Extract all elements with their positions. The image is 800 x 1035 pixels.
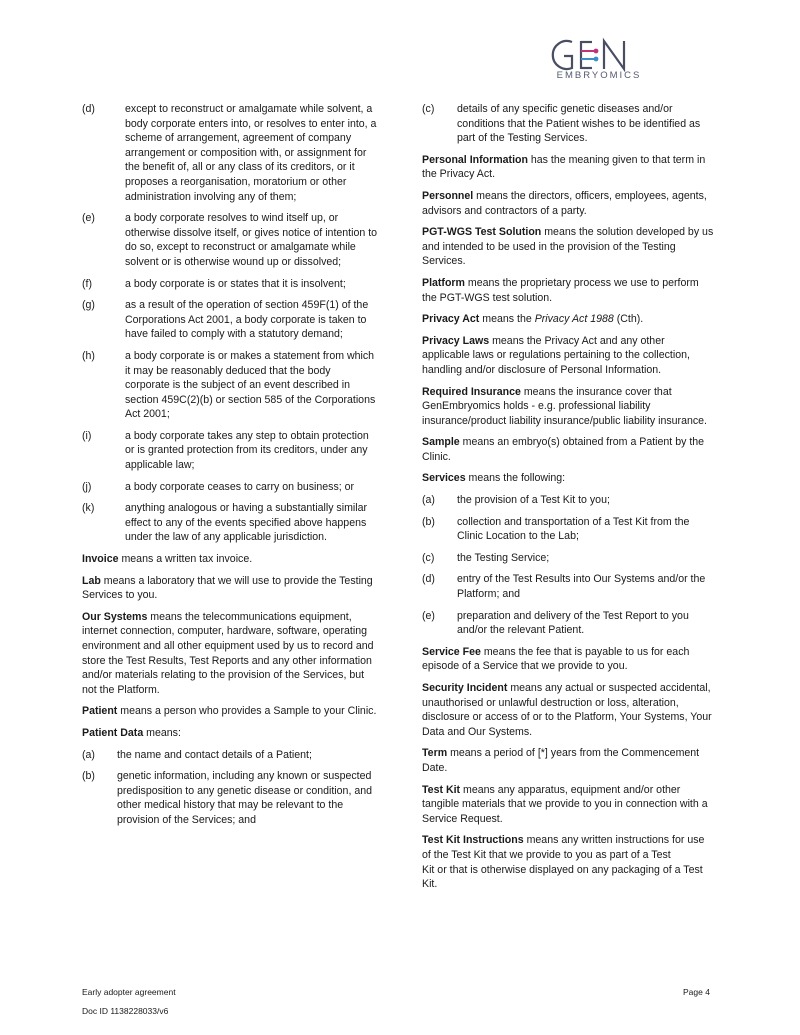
list-item xyxy=(82,480,378,495)
right-column xyxy=(422,102,714,899)
definition: Patient Data means: xyxy=(82,726,181,739)
definition-term: Invoice xyxy=(82,553,119,566)
left-column xyxy=(82,102,378,835)
list-item-label: (k) xyxy=(82,502,95,515)
definition: Invoice means a written tax invoice. xyxy=(82,553,253,566)
list-item xyxy=(82,102,378,204)
list-item-text: anything analogous or having a substantially similar effect to any of the events specified above happens under the law of any applicable jurisdiction. xyxy=(125,502,368,544)
list-item-label: (i) xyxy=(82,429,92,442)
list-item xyxy=(422,609,714,638)
list-item-text: a body corporate ceases to carry on business; or xyxy=(125,480,355,493)
definition: Sample means an embryo(s) obtained from a Patient by the Clinic. xyxy=(422,436,705,463)
definition: Services means the following: xyxy=(422,472,566,485)
footer-title: Early adopter agreement xyxy=(82,987,176,997)
list-item-text: except to reconstruct or amalgamate while solvent, a body corporate enters into, or resolves to enter into, a scheme of arrangement, agreement of company arrangement or composition with, or assignment for the benefit of, all or any class of its creditors, or it proposes a reorganisation, moratorium or other administration involving any of them; xyxy=(125,103,377,203)
list-item xyxy=(82,501,378,545)
definition: Term means a period of [*] years from the Commencement Date. xyxy=(422,747,700,774)
definition-term: Services xyxy=(422,472,466,485)
definition-term: Required Insurance xyxy=(422,385,521,398)
list-item-label: (g) xyxy=(82,299,95,312)
definition: Test Kit means any apparatus, equipment and/or other tangible materials that we provide to you in connection with a Service Request. xyxy=(422,783,708,825)
definition-term: Term xyxy=(422,747,448,760)
list-item-text: the name and contact details of a Patient; xyxy=(117,748,312,761)
logo-text: EMBRYOMICS xyxy=(556,70,642,81)
list-item-text: details of any specific genetic diseases and/or conditions that the Patient wishes to be identified as part of the Testing Services. xyxy=(457,103,701,145)
list-item-text: the Testing Service; xyxy=(457,551,550,564)
list-item xyxy=(82,748,378,763)
list-item-label: (j) xyxy=(82,480,92,493)
definition: Lab means a laboratory that we will use to provide the Testing Services to you. xyxy=(82,574,373,602)
list-item-text: the provision of a Test Kit to you; xyxy=(457,494,610,507)
list-item xyxy=(82,277,378,292)
list-item xyxy=(422,572,714,601)
definition: Platform means the proprietary process we use to perform the PGT-WGS test solution. xyxy=(422,276,699,304)
list-item-label: (d) xyxy=(422,573,435,586)
definition-term: Sample xyxy=(422,436,460,449)
list-item-text: as a result of the operation of section 459F(1) of the Corporations Act 2001, a body corporate is taken to have failed to comply with a statutory demand; xyxy=(125,299,369,341)
list-item xyxy=(82,211,378,269)
definition: Test Kit Instructions means any written instructions for use of the Test Kit that we provide to you as part of a Test Kit or that is otherwise displayed on any packaging of a Test Kit. xyxy=(422,834,705,891)
list-item-label: (h) xyxy=(82,349,95,362)
list-item-label: (e) xyxy=(82,212,95,225)
footer-page-number: Page 4 xyxy=(683,987,710,997)
list-item-text: a body corporate takes any step to obtain protection or is granted protection from its creditors, under any applicable law; xyxy=(125,429,369,472)
list-item-text: genetic information, including any known or suspected predisposition to any genetic disease or condition, and other medical history that may be relevant to the provision of the Services; and xyxy=(117,770,373,826)
list-item-label: (b) xyxy=(82,770,95,783)
definition-term: Personal Information xyxy=(422,153,528,166)
definition: Patient means a person who provides a Sample to your Clinic. xyxy=(82,705,377,718)
definition-term: Personnel xyxy=(422,189,474,202)
definition: Required Insurance means the insurance cover that GenEmbryomics holds - e.g. professional liability insurance/product liability insurance/public liability insurance. xyxy=(422,385,708,427)
list-item-label: (e) xyxy=(422,609,435,622)
list-item-label: (c) xyxy=(422,551,435,564)
list-item xyxy=(82,349,378,422)
list-item-label: (d) xyxy=(82,103,95,115)
list-item-text: a body corporate is or makes a statement from which it may be reasonably deduced that the body corporate is the subject of an event described in section 459C(2)(b) or section 585 of the Corporations Act 2001; xyxy=(125,349,376,421)
list-item-label: (b) xyxy=(422,515,435,528)
list-item-text: entry of the Test Results into Our Systems and/or the Platform; and xyxy=(457,573,706,601)
list-item xyxy=(422,551,714,566)
list-item-label: (f) xyxy=(82,277,92,290)
definition: PGT-WGS Test Solution means the solution developed by us and intended to be used in the provision of the Testing Services. xyxy=(422,226,714,268)
definition-term: Platform xyxy=(422,276,465,289)
definition-term: Service Fee xyxy=(422,645,481,658)
definition-term: Patient Data xyxy=(82,726,144,739)
definition: Personal Information has the meaning given to that term in the Privacy Act. xyxy=(422,153,706,181)
definition: Service Fee means the fee that is payable to us for each episode of a Service that we provide to you. xyxy=(422,645,690,673)
definition-term: Test Kit xyxy=(422,783,461,796)
definition: Personnel means the directors, officers, employees, agents, advisors and contractors of a party. xyxy=(422,189,707,217)
definition-term: PGT-WGS Test Solution xyxy=(422,226,542,239)
list-item xyxy=(422,493,714,508)
list-item-label: (c) xyxy=(422,103,435,115)
definition-term: Security Incident xyxy=(422,682,508,694)
list-item xyxy=(82,298,378,342)
definition: Security Incident means any actual or suspected accidental, unauthorised or unlawful destruction or loss, alteration, disclosure or access of or to the Platform, Your Systems, Your Data and Our Systems. xyxy=(422,682,712,738)
definition: Privacy Act means the Privacy Act 1988 (Cth). xyxy=(422,313,644,326)
list-item-text: a body corporate resolves to wind itself up, or otherwise dissolve itself, or gives notice of intention to do so, except to reconstruct or amalgamate while solvent or is otherwise wound up or dissolved; xyxy=(125,212,378,268)
list-item-text: collection and transportation of a Test Kit from the Clinic Location to the Lab; xyxy=(457,515,690,543)
definition: Privacy Laws means the Privacy Act and any other applicable laws or regulations pertaining to the collection, handling and/or disclosure of Personal Information. xyxy=(422,334,690,376)
definition-term: Privacy Act xyxy=(422,313,480,326)
footer-doc-id: Doc ID 1138228033/v6 xyxy=(82,1006,169,1016)
list-item xyxy=(82,429,378,473)
list-item xyxy=(422,102,714,146)
definition-term: Lab xyxy=(82,574,101,587)
definition-italic: Privacy Act 1988 xyxy=(534,313,614,326)
list-item-label: (a) xyxy=(82,748,95,761)
definition: Our Systems means the telecommunications equipment, internet connection, computer, hardware, software, operating environment and all other equipment used by us to record and store the Test Results, Test Reports and any other information and/or materials relating to the provision of the Services, but not the Platform. xyxy=(82,610,374,696)
list-item-text: preparation and delivery of the Test Report to you and/or the relevant Patient. xyxy=(457,609,689,637)
list-item-label: (a) xyxy=(422,494,435,507)
definition-term: Our Systems xyxy=(82,610,148,623)
definition-term: Patient xyxy=(82,705,118,718)
list-item xyxy=(82,769,378,827)
definition-term: Privacy Laws xyxy=(422,334,490,347)
list-item xyxy=(422,515,714,544)
definition-term: Test Kit Instructions xyxy=(422,834,524,847)
list-item-text: a body corporate is or states that it is insolvent; xyxy=(125,277,346,290)
